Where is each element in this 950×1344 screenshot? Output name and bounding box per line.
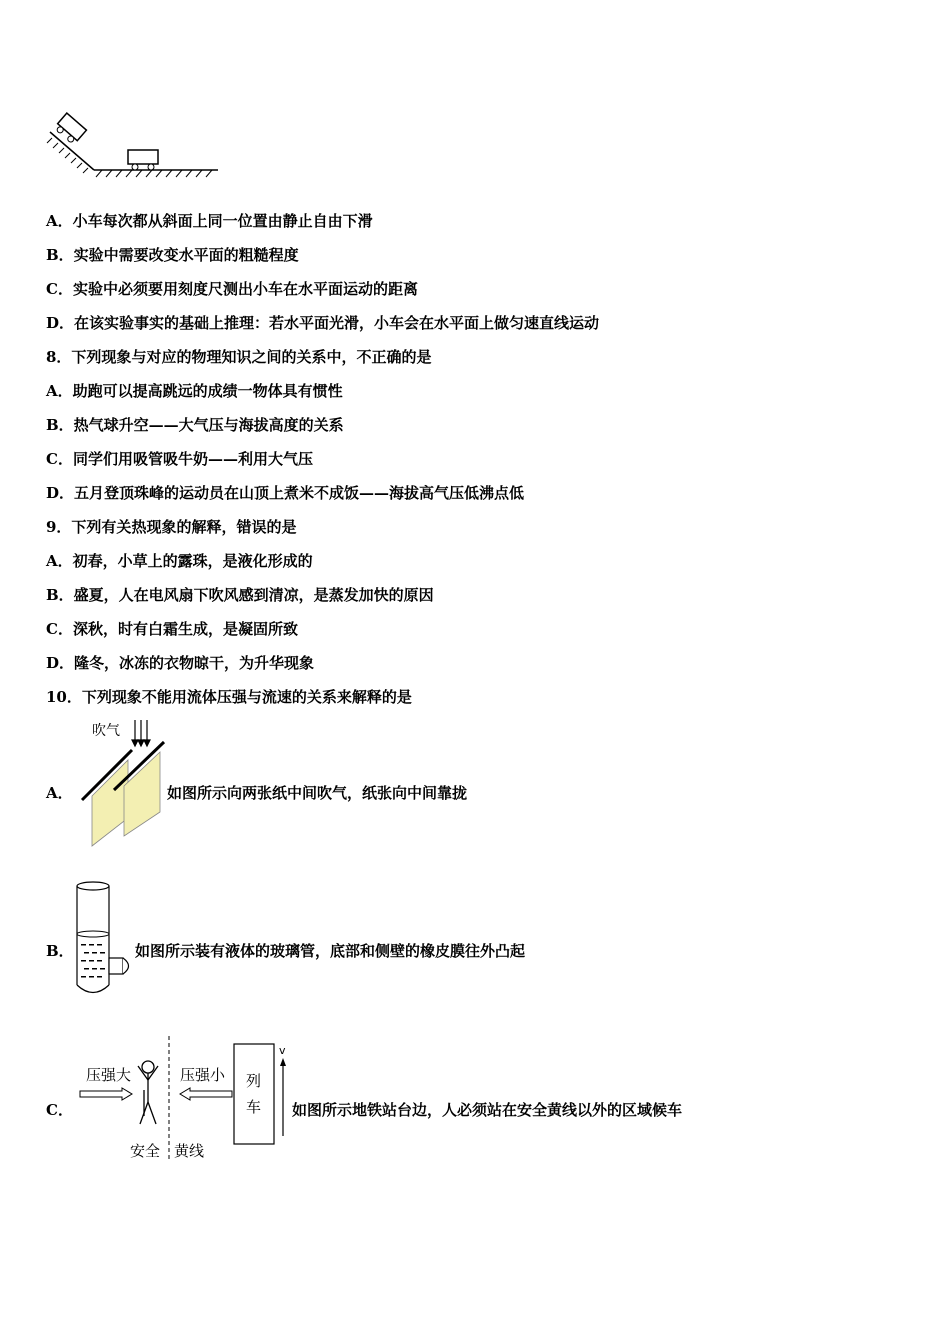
yellow-line-label: 黄线 <box>174 1142 205 1160</box>
blow-air-label: 吹气 <box>92 723 120 739</box>
q10-option-c-desc: 如图所示地铁站台边，人必须站在安全黄线以外的区域候车 <box>292 1101 683 1119</box>
incline-cart-figure <box>44 112 224 182</box>
q9-option-a: A．初春，小草上的露珠，是液化形成的 <box>46 552 313 570</box>
q8-option-b: B．热气球升空——大气压与海拔高度的关系 <box>46 416 344 434</box>
q8-stem: 8．下列现象与对应的物理知识之间的关系中，不正确的是 <box>46 348 432 366</box>
train-label-1: 列 <box>246 1072 262 1090</box>
q10-stem: 10．下列现象不能用流体压强与流速的关系来解释的是 <box>46 688 412 706</box>
q10-option-b-label: B． <box>46 942 74 960</box>
q9-stem: 9．下列有关热现象的解释，错误的是 <box>46 518 297 536</box>
low-pressure-label: 压强小 <box>180 1066 226 1084</box>
q7-option-b: B．实验中需要改变水平面的粗糙程度 <box>46 246 299 264</box>
glass-tube-figure <box>72 878 136 1000</box>
train-label-2: 车 <box>246 1098 262 1116</box>
q10-option-a-desc: 如图所示向两张纸中间吹气，纸张向中间靠拢 <box>167 784 468 802</box>
q10-option-a-label: A． <box>46 784 73 802</box>
q8-option-c: C．同学们用吸管吸牛奶——利用大气压 <box>46 450 313 468</box>
velocity-label: v <box>279 1044 286 1057</box>
q8-option-d: D．五月登顶珠峰的运动员在山顶上煮米不成饭——海拔高气压低沸点低 <box>46 484 525 502</box>
q10-option-c-label: C． <box>46 1101 73 1119</box>
q9-option-c: C．深秋，时有白霜生成，是凝固所致 <box>46 620 298 638</box>
q9-option-b: B．盛夏，人在电风扇下吹风感到清凉，是蒸发加快的原因 <box>46 586 434 604</box>
q7-option-c: C．实验中必须要用刻度尺测出小车在水平面运动的距离 <box>46 280 418 298</box>
safety-label: 安全 <box>130 1142 161 1160</box>
paper-blowing-figure <box>72 714 168 850</box>
subway-platform-figure <box>76 1032 290 1164</box>
q8-option-a: A．助跑可以提高跳远的成绩一物体具有惯性 <box>46 382 343 400</box>
q7-option-d: D．在该实验事实的基础上推理：若水平面光滑，小车会在水平面上做匀速直线运动 <box>46 314 600 332</box>
q10-option-b-desc: 如图所示装有液体的玻璃管，底部和侧壁的橡皮膜往外凸起 <box>135 942 526 960</box>
q9-option-d: D．隆冬，冰冻的衣物晾干，为升华现象 <box>46 654 315 672</box>
high-pressure-label: 压强大 <box>86 1066 132 1084</box>
q7-option-a: A．小车每次都从斜面上同一位置由静止自由下滑 <box>46 212 373 230</box>
